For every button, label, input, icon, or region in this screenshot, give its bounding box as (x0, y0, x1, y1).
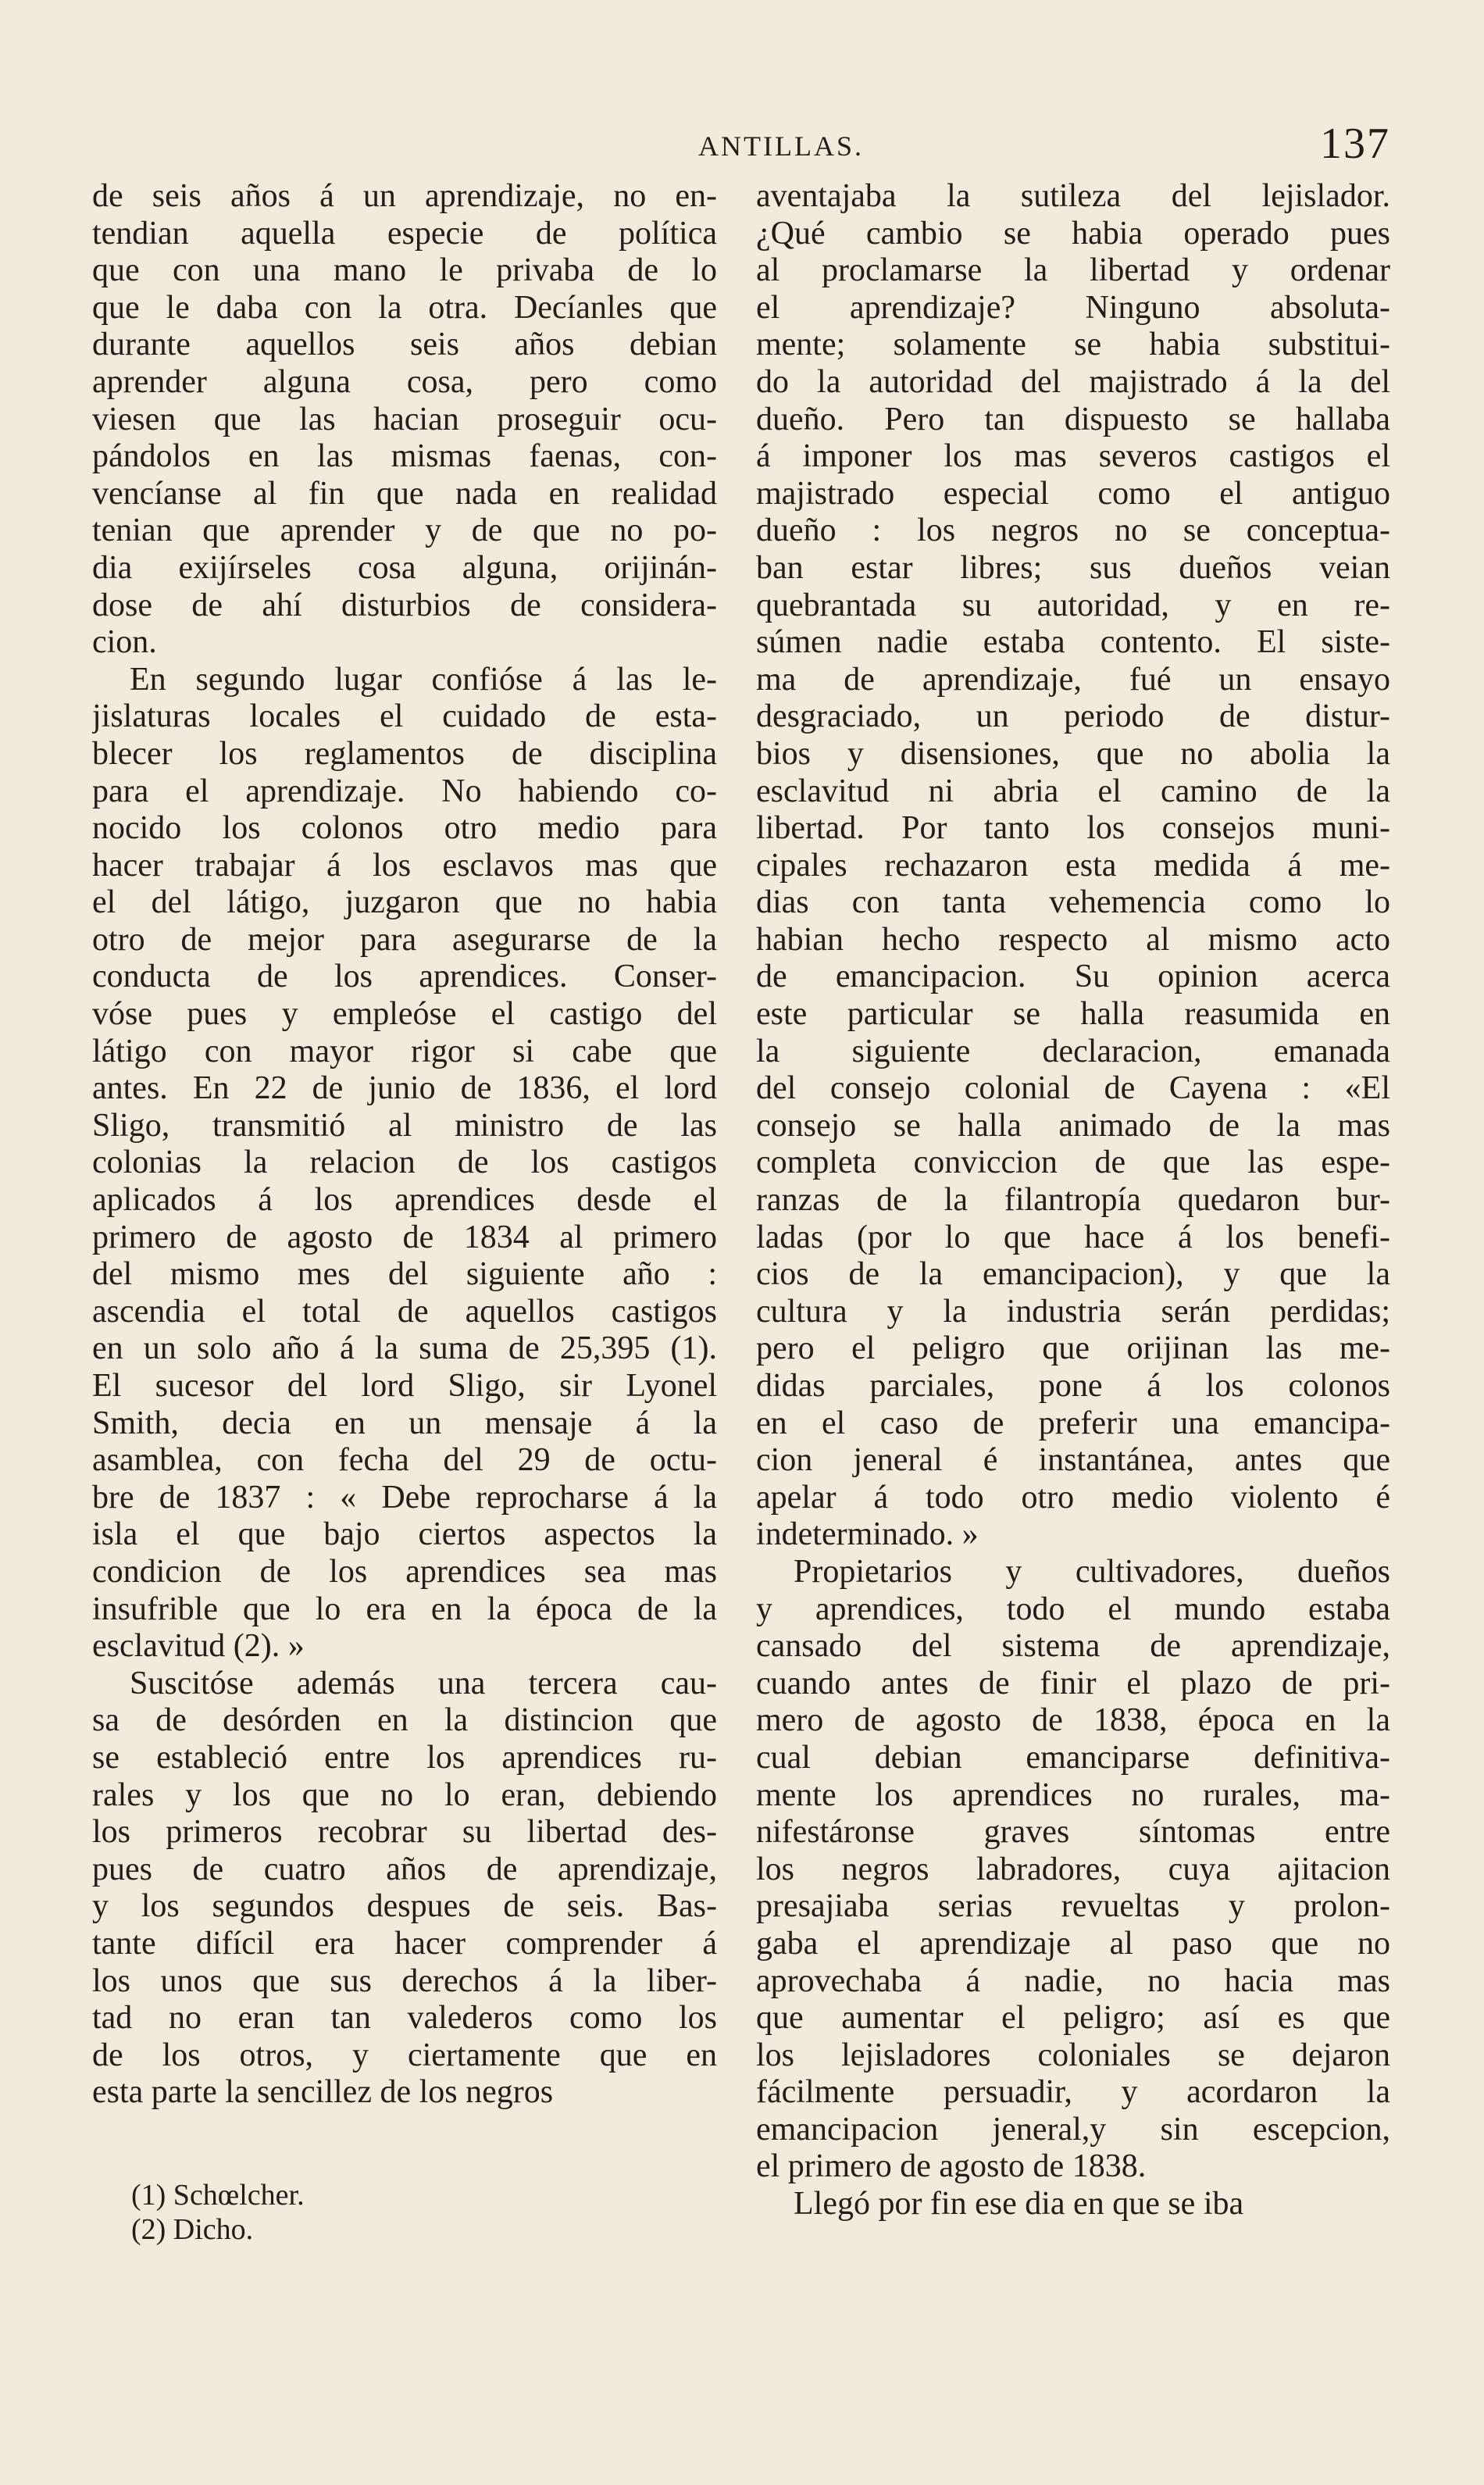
text-line: los negros labradores, cuya ajitacion (756, 1851, 1390, 1887)
page-number: 137 (1320, 120, 1390, 168)
text-line: antes. En 22 de junio de 1836, el lord (92, 1070, 717, 1107)
text-line: ladas (por lo que hace á los benefi- (756, 1219, 1390, 1255)
text-line: en el caso de preferir una emancipa- (756, 1405, 1390, 1441)
text-line: súmen nadie estaba contento. El siste- (756, 624, 1390, 661)
text-line: dias con tanta vehemencia como lo (756, 884, 1390, 921)
text-line: tenian que aprender y de que no po- (92, 512, 717, 549)
text-line: vencíanse al fin que nada en realidad (92, 475, 717, 512)
text-line: cipales rechazaron esta medida á me- (756, 847, 1390, 884)
text-line: tad no eran tan valederos como los (92, 2000, 717, 2037)
text-line: aprender alguna cosa, pero como (92, 363, 717, 400)
text-line: mente; solamente se habia substitui- (756, 327, 1390, 363)
text-line: Smith, decia en un mensaje á la (92, 1405, 717, 1441)
text-line: jislaturas locales el cuidado de esta- (92, 698, 717, 735)
text-line: dueño. Pero tan dispuesto se hallaba (756, 401, 1390, 437)
text-line: esclavitud ni abria el camino de la (756, 773, 1390, 809)
text-line: pero el peligro que orijinan las me- (756, 1330, 1390, 1367)
footnote: (2) Dicho. (131, 2213, 254, 2246)
text-line: vóse pues y empleóse el castigo del (92, 996, 717, 1033)
text-line: dose de ahí disturbios de considera- (92, 587, 717, 623)
text-line: el del látigo, juzgaron que no habia (92, 884, 717, 921)
text-line: ascendia el total de aquellos castigos (92, 1293, 717, 1330)
text-line: cion. (92, 624, 157, 661)
text-line: do la autoridad del majistrado á la del (756, 363, 1390, 400)
text-line: á imponer los mas severos castigos el (756, 438, 1390, 475)
text-line: ma de aprendizaje, fué un ensayo (756, 661, 1390, 698)
text-line: dia exijírseles cosa alguna, orijinán- (92, 549, 717, 586)
text-line: mero de agosto de 1838, época en la (756, 1702, 1390, 1739)
text-line: ranzas de la filantropía quedaron bur- (756, 1182, 1390, 1219)
text-line: habian hecho respecto al mismo acto (756, 921, 1390, 958)
text-line: aprovechaba á nadie, no hacia mas (756, 1962, 1390, 1999)
text-line: esta parte la sencillez de los negros (92, 2074, 554, 2111)
page-header (94, 119, 1390, 173)
text-line: de seis años á un aprendizaje, no en- (92, 178, 717, 214)
text-line: los lejisladores coloniales se dejaron (756, 2037, 1390, 2073)
text-line: desgraciado, un periodo de distur- (756, 698, 1390, 735)
text-line: y los segundos despues de seis. Bas- (92, 1888, 717, 1925)
text-line: esclavitud (2). » (92, 1628, 305, 1665)
text-line: bios y disensiones, que no abolia la (756, 735, 1390, 772)
text-line: aventajaba la sutileza del lejislador. (756, 178, 1390, 214)
text-line: al proclamarse la libertad y ordenar (756, 252, 1390, 289)
text-line: el aprendizaje? Ninguno absoluta- (756, 289, 1390, 326)
text-line: nifestáronse graves síntomas entre (756, 1814, 1390, 1851)
text-line: majistrado especial como el antiguo (756, 475, 1390, 512)
text-line: durante aquellos seis años debian (92, 327, 717, 363)
text-line: y aprendices, todo el mundo estaba (756, 1591, 1390, 1627)
text-line: cual debian emanciparse definitiva- (756, 1739, 1390, 1776)
text-line: presajiaba serias revueltas y prolon- (756, 1888, 1390, 1925)
text-line: isla el que bajo ciertos aspectos la (92, 1516, 717, 1553)
text-line: ban estar libres; sus dueños veian (756, 549, 1390, 586)
text-line: mente los aprendices no rurales, ma- (756, 1776, 1390, 1813)
text-line: consejo se halla animado de la mas (756, 1107, 1390, 1144)
text-line: pues de cuatro años de aprendizaje, (92, 1851, 717, 1887)
text-line: cultura y la industria serán perdidas; (756, 1293, 1390, 1330)
text-line: emancipacion jeneral,y sin escepcion, (756, 2111, 1390, 2148)
text-line: quebrantada su autoridad, y en re- (756, 587, 1390, 623)
text-line: para el aprendizaje. No habiendo co- (92, 773, 717, 809)
text-line: libertad. Por tanto los consejos muni- (756, 810, 1390, 847)
text-line: del mismo mes del siguiente año : (92, 1256, 717, 1293)
text-line: que con una mano le privaba de lo (92, 252, 717, 289)
text-line: cios de la emancipacion), y que la (756, 1256, 1390, 1293)
text-line: Propietarios y cultivadores, dueños (794, 1553, 1390, 1590)
text-line: apelar á todo otro medio violento é (756, 1479, 1390, 1516)
text-line: el primero de agosto de 1838. (756, 2148, 1147, 2185)
text-line: los unos que sus derechos á la liber- (92, 1962, 717, 1999)
text-line: se estableció entre los aprendices ru- (92, 1739, 717, 1776)
text-line: conducta de los aprendices. Conser- (92, 959, 717, 995)
text-line: condicion de los aprendices sea mas (92, 1553, 717, 1590)
text-line: aplicados á los aprendices desde el (92, 1182, 717, 1219)
text-line: de emancipacion. Su opinion acerca (756, 959, 1390, 995)
text-line: en un solo año á la suma de 25,395 (1). (92, 1330, 717, 1367)
text-line: Suscitóse además una tercera cau- (130, 1665, 717, 1701)
text-line: completa conviccion de que las espe- (756, 1144, 1390, 1181)
text-line: Llegó por fin ese dia en que se iba (794, 2186, 1244, 2223)
text-line: asamblea, con fecha del 29 de octu- (92, 1442, 717, 1479)
text-line: bre de 1837 : « Debe reprocharse á la (92, 1479, 717, 1516)
running-title: ANTILLAS. (698, 130, 864, 162)
text-line: ¿Qué cambio se habia operado pues (756, 215, 1390, 252)
text-line: cuando antes de finir el plazo de pri- (756, 1665, 1390, 1701)
text-line: otro de mejor para asegurarse de la (92, 921, 717, 958)
text-line: la siguiente declaracion, emanada (756, 1033, 1390, 1069)
text-line: pándolos en las mismas faenas, con- (92, 438, 717, 475)
text-line: rales y los que no lo eran, debiendo (92, 1776, 717, 1813)
text-line: del consejo colonial de Cayena : «El (756, 1070, 1390, 1107)
text-line: nocido los colonos otro medio para (92, 810, 717, 847)
text-line: En segundo lugar confióse á las le- (130, 661, 717, 698)
text-line: colonias la relacion de los castigos (92, 1144, 717, 1181)
text-line: tante difícil era hacer comprender á (92, 1925, 717, 1962)
text-line: El sucesor del lord Sligo, sir Lyonel (92, 1368, 717, 1404)
footnote: (1) Schœlcher. (131, 2179, 305, 2212)
text-line: primero de agosto de 1834 al primero (92, 1219, 717, 1255)
text-line: de los otros, y ciertamente que en (92, 2037, 717, 2073)
text-line: dueño : los negros no se conceptua- (756, 512, 1390, 549)
text-line: los primeros recobrar su libertad des- (92, 1814, 717, 1851)
text-line: indeterminado. » (756, 1516, 979, 1553)
text-line: cion jeneral é instantánea, antes que (756, 1442, 1390, 1479)
text-line: sa de desórden en la distincion que (92, 1702, 717, 1739)
text-line: tendian aquella especie de política (92, 215, 717, 252)
text-line: que aumentar el peligro; así es que (756, 2000, 1390, 2037)
text-line: blecer los reglamentos de disciplina (92, 735, 717, 772)
text-line: hacer trabajar á los esclavos mas que (92, 847, 717, 884)
right-text-column (756, 178, 1390, 2223)
text-line: viesen que las hacian proseguir ocu- (92, 401, 717, 437)
text-line: insufrible que lo era en la época de la (92, 1591, 717, 1627)
text-line: didas parciales, pone á los colonos (756, 1368, 1390, 1404)
text-line: este particular se halla reasumida en (756, 996, 1390, 1033)
text-line: que le daba con la otra. Decíanles que (92, 289, 717, 326)
text-line: látigo con mayor rigor si cabe que (92, 1033, 717, 1069)
text-line: fácilmente persuadir, y acordaron la (756, 2074, 1390, 2111)
text-line: gaba el aprendizaje al paso que no (756, 1925, 1390, 1962)
left-text-column (92, 178, 717, 2112)
text-line: Sligo, transmitió al ministro de las (92, 1107, 717, 1144)
text-line: cansado del sistema de aprendizaje, (756, 1628, 1390, 1665)
footnotes (131, 2178, 305, 2247)
